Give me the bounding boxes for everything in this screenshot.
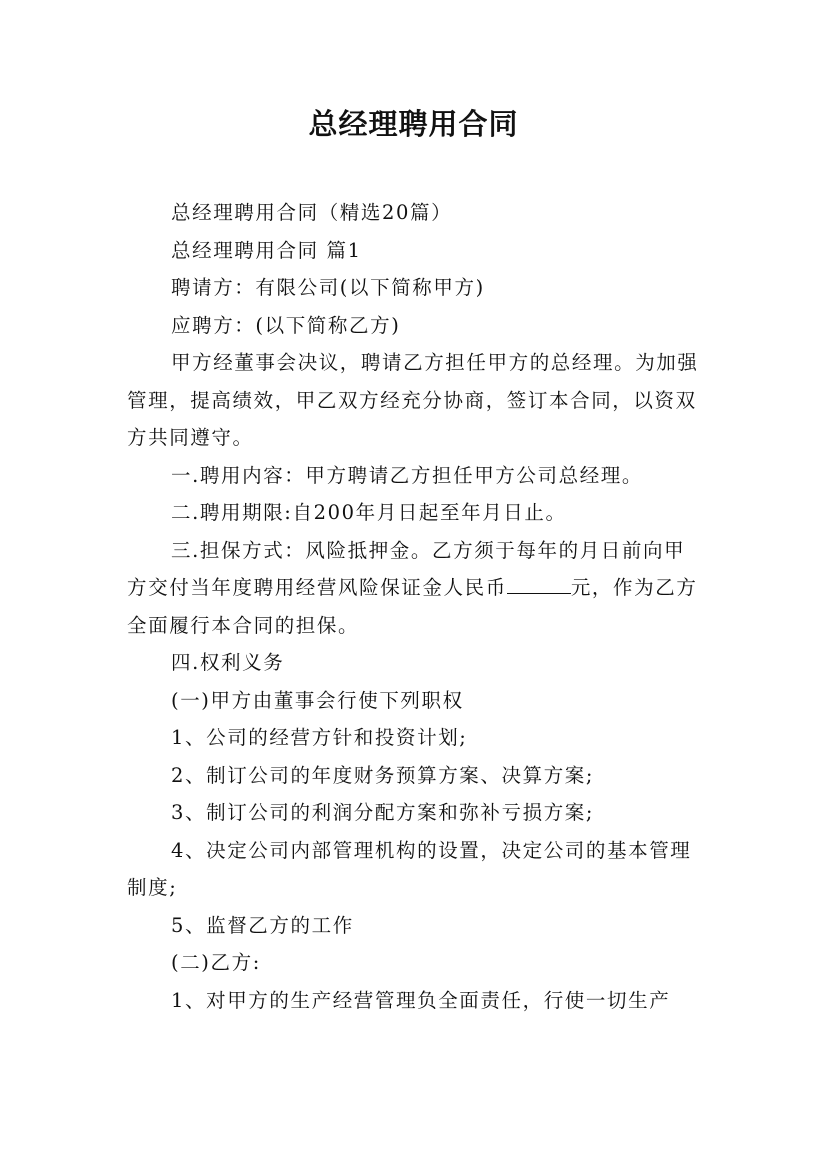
- list-item: 1、对甲方的生产经营管理负全面责任，行使一切生产: [171, 988, 671, 1012]
- list-item: 3、制订公司的利润分配方案和弥补亏损方案;: [171, 801, 595, 824]
- document-title: 总经理聘用合同: [308, 107, 519, 141]
- paragraph-subtitle: 总经理聘用合同（精选20篇）: [171, 201, 453, 224]
- amount-blank: [507, 573, 571, 594]
- list-item: 2、制订公司的年度财务预算方案、决算方案;: [171, 763, 595, 787]
- clause-3-text-a: 三.担保方式：风险抵押金。乙方须于每年的月日前向甲方交付当年度聘用经营风险保证金人民币: [127, 538, 686, 599]
- paragraph-sub-1: (一)甲方由董事会行使下列职权: [171, 688, 464, 712]
- list-item: 5、监督乙方的工作: [171, 913, 354, 937]
- paragraph-section-heading: 总经理聘用合同 篇1: [171, 238, 362, 262]
- paragraph-clause-3: [127, 532, 703, 645]
- paragraph-clause-2: 二.聘用期限:自200年月日起至年月日止。: [171, 501, 567, 524]
- paragraph-clause-1: 一.聘用内容：甲方聘请乙方担任甲方公司总经理。: [171, 463, 643, 487]
- paragraph-employer: 聘请方：有限公司(以下简称甲方): [171, 276, 485, 299]
- paragraph-employee: 应聘方：(以下简称乙方): [171, 313, 401, 337]
- clause-3-text-b: 元，作为乙方全面履行本合同的担保。: [127, 576, 698, 637]
- paragraph-preamble: 甲方经董事会决议，聘请乙方担任甲方的总经理。为加强管理，提高绩效，甲乙双方经充分协商，签订本合同，以资双方共同遵守。: [127, 351, 699, 449]
- document-body: [127, 194, 703, 1019]
- list-item: 1、公司的经营方针和投资计划;: [171, 726, 468, 749]
- paragraph-sub-2: (二)乙方:: [171, 951, 261, 974]
- paragraph-clause-4: 四.权利义务: [171, 651, 285, 674]
- list-item: 4、决定公司内部管理机构的设置，决定公司的基本管理制度;: [127, 838, 692, 899]
